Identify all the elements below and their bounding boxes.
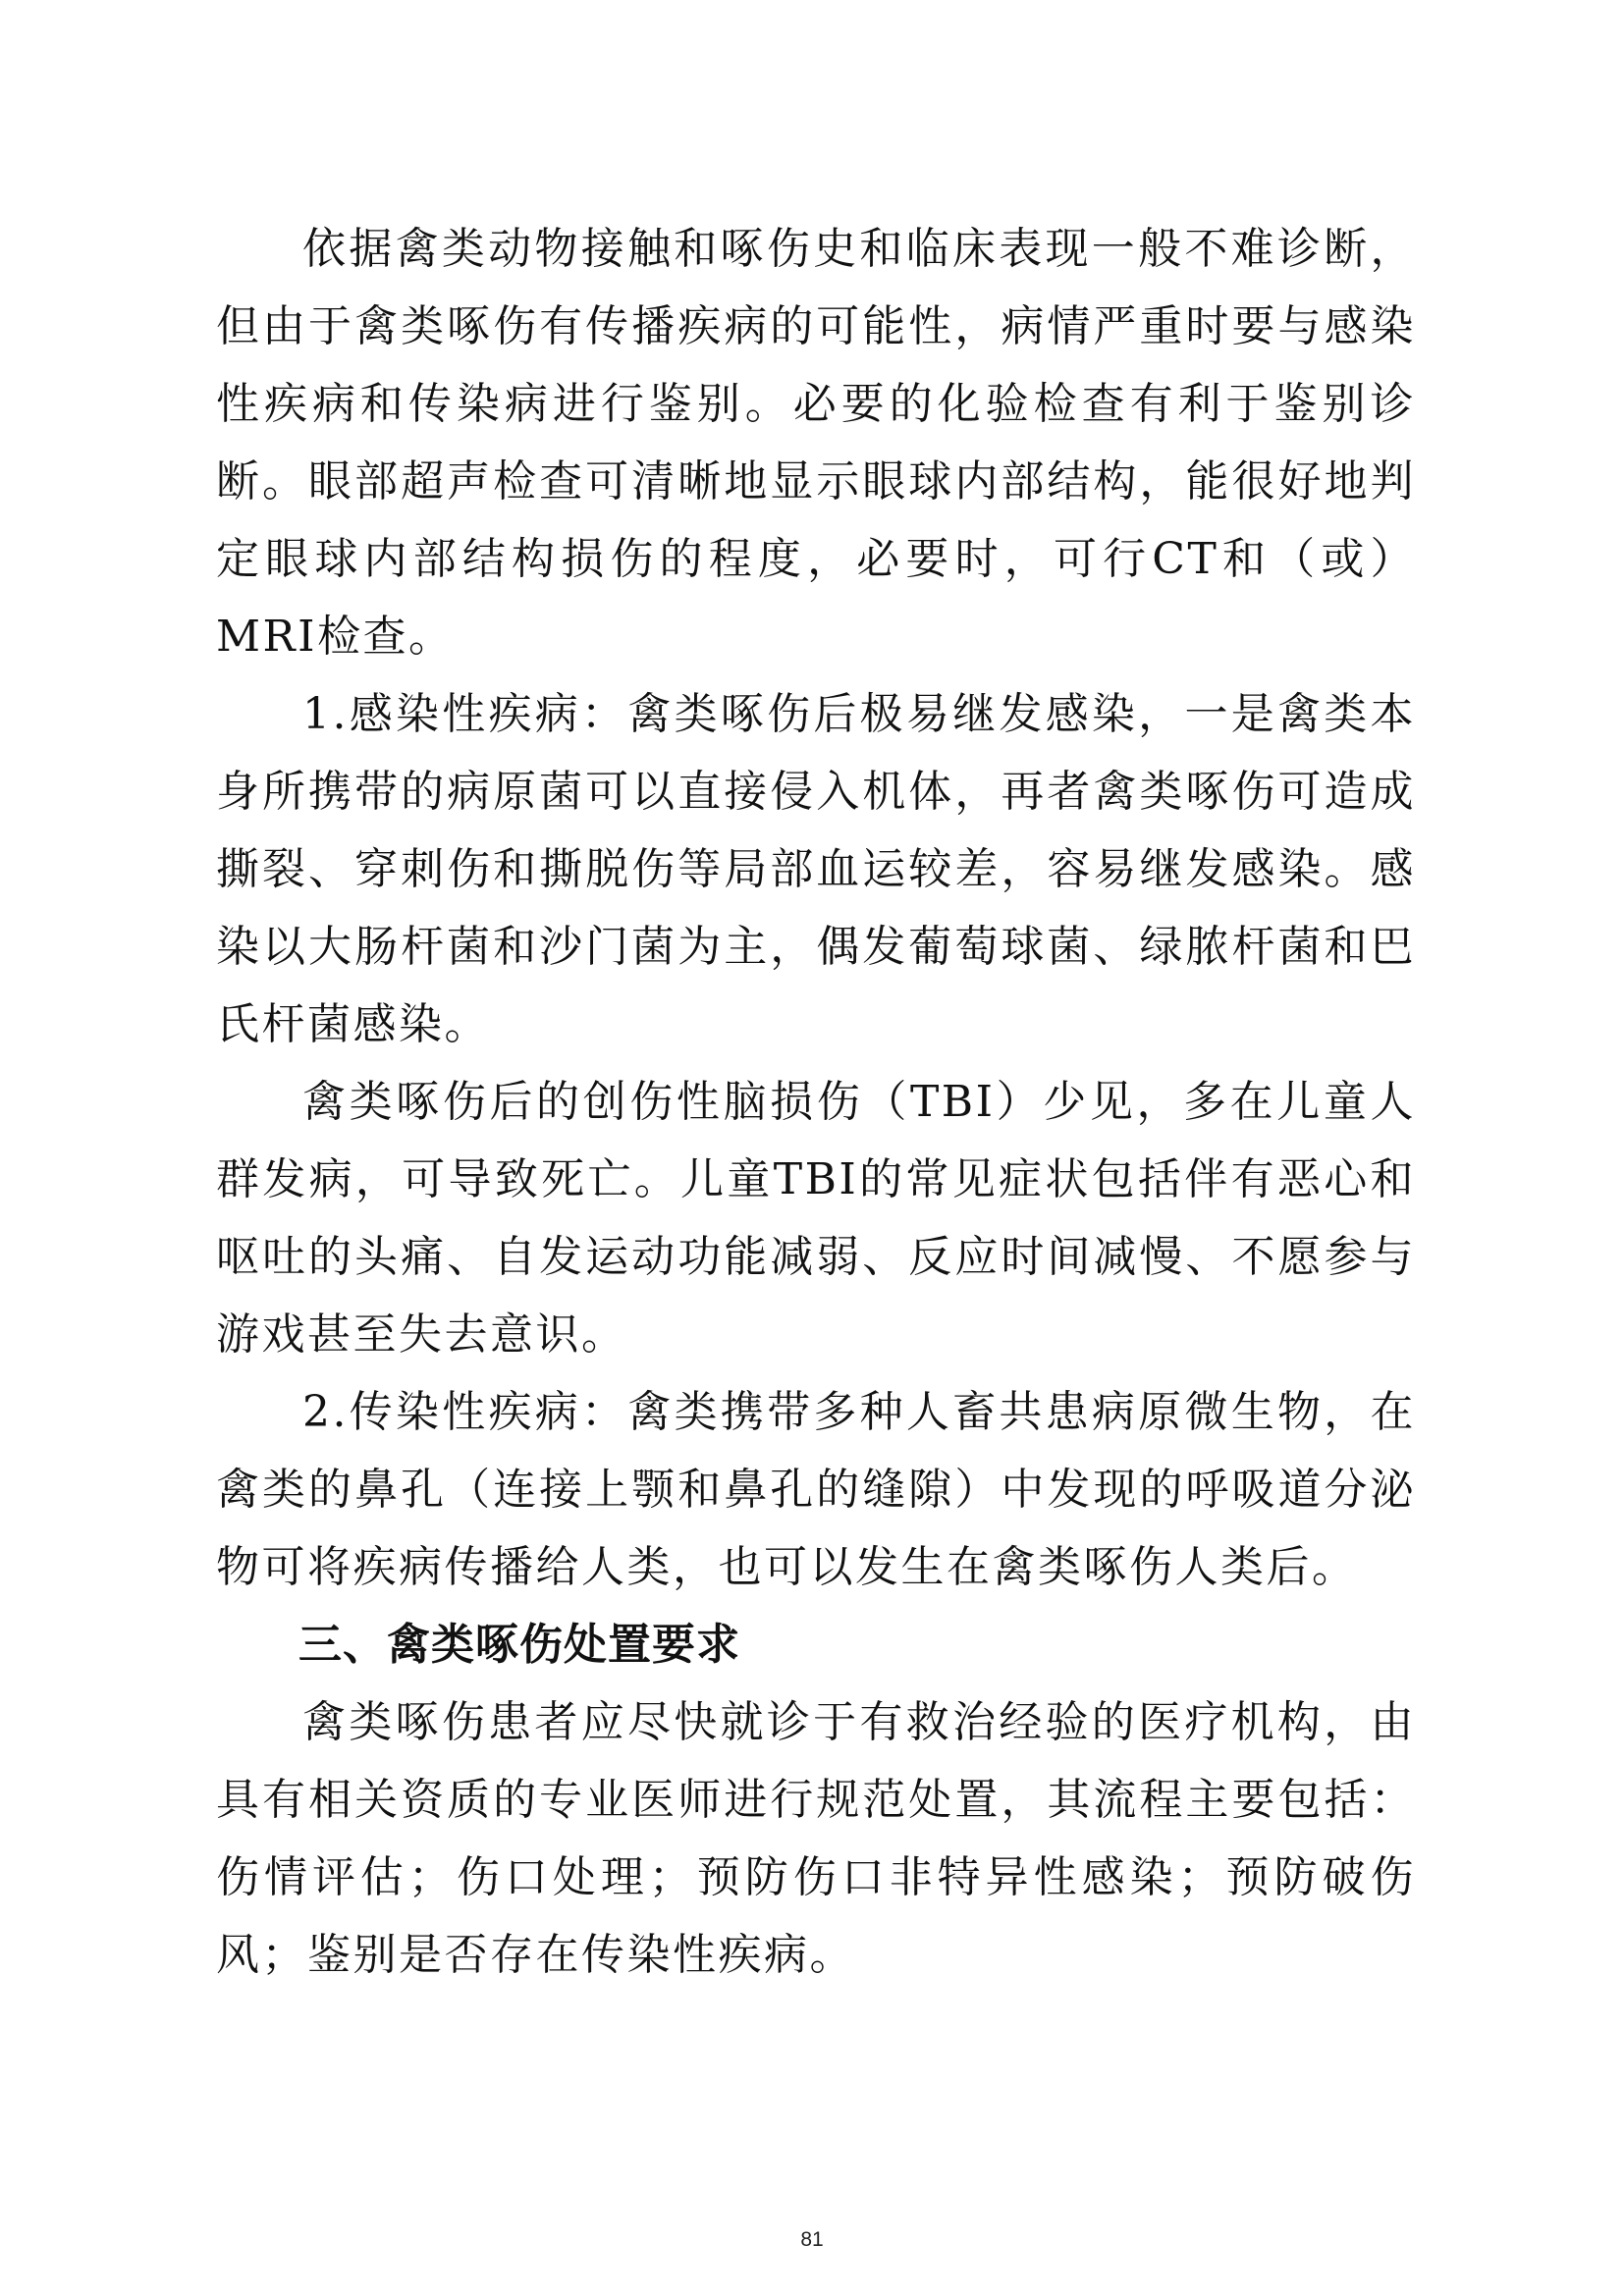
paragraph-differential-diagnosis: 依据禽类动物接触和啄伤史和临床表现一般不难诊断，但由于禽类啄伤有传播疾病的可能性，病情严重时要与感染性疾病和传染病进行鉴别。必要的化验检查有利于鉴别诊断。眼部超声检查可清晰地显示眼球内部结构，能很好地判定眼球内部结构损伤的程度，必要时，可行CT和（或）MRI检查。 bbox=[216, 224, 1416, 662]
paragraph-communicable-disease: 2.传染性疾病：禽类携带多种人畜共患病原微生物，在禽类的鼻孔（连接上颚和鼻孔的缝隙）中发现的呼吸道分泌物可将疾病传播给人类，也可以发生在禽类啄伤人类后。 bbox=[216, 1387, 1416, 1592]
page-number: 81 bbox=[800, 2228, 824, 2251]
paragraph-infectious-disease: 1.感染性疾病：禽类啄伤后极易继发感染，一是禽类本身所携带的病原菌可以直接侵入机体，再者禽类啄伤可造成撕裂、穿刺伤和撕脱伤等局部血运较差，容易继发感染。感染以大肠杆菌和沙门菌为主，偶发葡萄球菌、绿脓杆菌和巴氏杆菌感染。 bbox=[216, 689, 1416, 1049]
paragraph-treatment-requirements: 禽类啄伤患者应尽快就诊于有救治经验的医疗机构，由具有相关资质的专业医师进行规范处置，其流程主要包括：伤情评估；伤口处理；预防伤口非特异性感染；预防破伤风；鉴别是否存在传染性疾病。 bbox=[216, 1697, 1416, 1980]
section-heading: 三、禽类啄伤处置要求 bbox=[298, 1620, 740, 1670]
paragraph-tbi: 禽类啄伤后的创伤性脑损伤（TBI）少见，多在儿童人群发病，可导致死亡。儿童TBI的常见症状包括伴有恶心和呕吐的头痛、自发运动功能减弱、反应时间减慢、不愿参与游戏甚至失去意识。 bbox=[216, 1077, 1416, 1360]
body-text bbox=[216, 210, 1416, 1994]
